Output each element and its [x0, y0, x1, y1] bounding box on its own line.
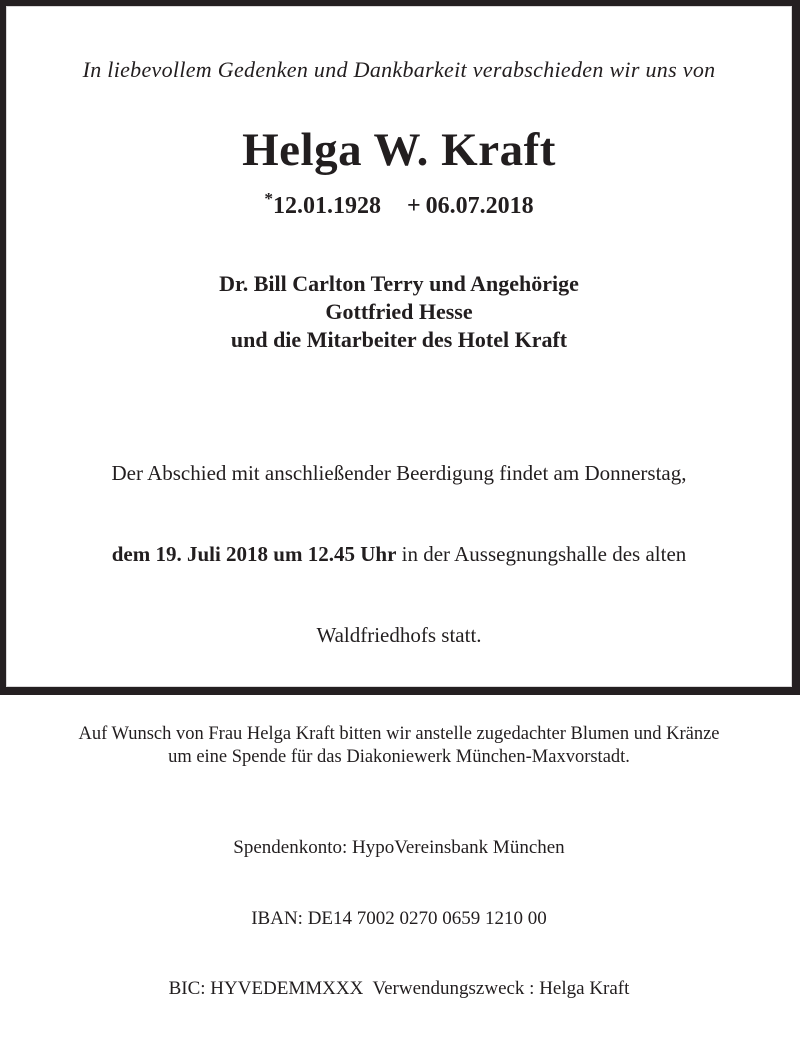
mourner-line: Dr. Bill Carlton Terry und Angehörige	[219, 271, 579, 296]
intro-line: In liebevollem Gedenken und Dankbarkeit verabschieden wir uns von	[82, 57, 716, 82]
funeral-date-bold: dem 19. Juli 2018 um 12.45 Uhr	[111, 542, 397, 566]
funeral-line-rest: in der Aussegnungshalle des alten	[396, 542, 687, 566]
death-date-value: 06.07.2018	[425, 193, 534, 219]
donation-request-line: Auf Wunsch von Frau Helga Kraft bitten wir anstelle zugedachter Blumen und Kränze	[78, 724, 720, 744]
mourners-list	[6, 270, 792, 354]
funeral-line	[6, 541, 792, 568]
donation-request	[6, 723, 792, 769]
donation-account-iban: IBAN: DE14 7002 0270 0659 1210 00	[251, 907, 547, 929]
mourner-line: und die Mitarbeiter des Hotel Kraft	[230, 327, 568, 352]
birth-star-symbol: *	[264, 189, 273, 208]
life-dates	[6, 189, 792, 220]
funeral-line: Waldfriedhofs statt.	[316, 623, 482, 647]
birth-date-value: 12.01.1928	[272, 193, 381, 219]
mourner-line: Gottfried Hesse	[325, 299, 473, 324]
death-date	[407, 193, 534, 219]
funeral-paragraph	[6, 406, 792, 703]
donation-account-bic: BIC: HYVEDEMMXXX Verwendungszweck : Helga Kraft	[168, 978, 630, 999]
deceased-name: Helga W. Kraft	[242, 124, 556, 176]
donation-request-line: um eine Spende für das Diakoniewerk München-Maxvorstadt.	[168, 747, 630, 767]
donation-account	[6, 789, 792, 1048]
death-cross-symbol: +	[406, 193, 421, 219]
birth-date	[264, 189, 381, 219]
funeral-line: Der Abschied mit anschließender Beerdigung findet am Donnerstag,	[111, 461, 687, 485]
donation-account-bank: Spendenkonto: HypoVereinsbank München	[233, 837, 565, 858]
